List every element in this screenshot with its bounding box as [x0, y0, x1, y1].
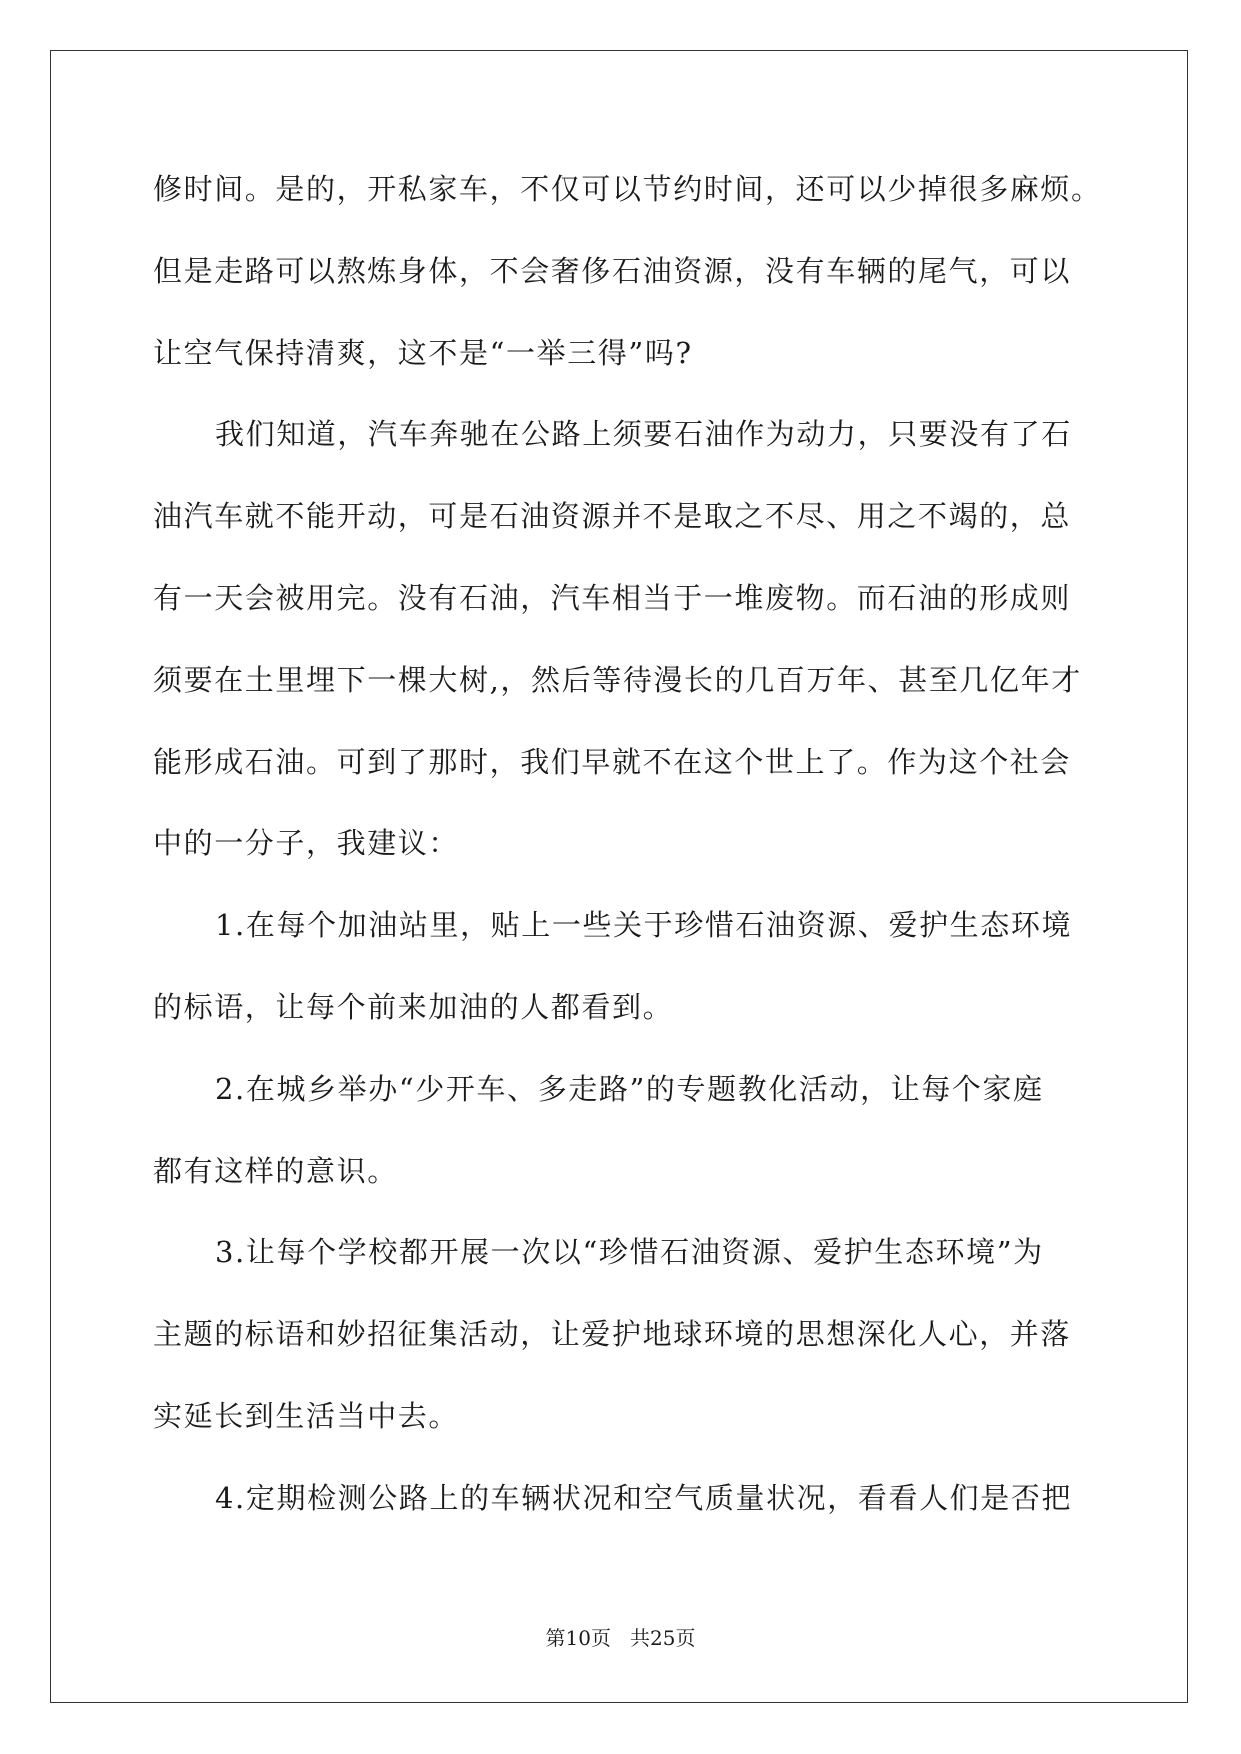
- body-line: 中的一分子，我建议：: [153, 826, 460, 861]
- body-line: 油汽车就不能开动，可是石油资源并不是取之不尽、用之不竭的，总: [153, 499, 1072, 534]
- body-line: 我们知道，汽车奔驰在公路上须要石油作为动力，只要没有了石: [215, 417, 1072, 452]
- list-item-line: 3.让每个学校都开展一次以“珍惜石油资源、爱护生态环境”为: [215, 1235, 1044, 1270]
- body-line: 能形成石油。可到了那时，我们早就不在这个世上了。作为这个社会: [153, 744, 1072, 779]
- body-line: 实延长到生活当中去。: [153, 1398, 460, 1433]
- body-line: 主题的标语和妙招征集活动，让爱护地球环境的思想深化人心，并落: [153, 1317, 1072, 1352]
- body-line: 须要在土里埋下一棵大树,，然后等待漫长的几百万年、甚至几亿年才: [153, 662, 1082, 697]
- body-line: 但是走路可以熬炼身体，不会奢侈石油资源，没有车辆的尾气，可以: [153, 253, 1072, 288]
- body-line: 有一天会被用完。没有石油，汽车相当于一堆废物。而石油的形成则: [153, 580, 1072, 615]
- body-line: 修时间。是的，开私家车，不仅可以节约时间，还可以少掉很多麻烦。: [153, 172, 1102, 206]
- body-line: 都有这样的意识。: [153, 1153, 398, 1188]
- body-line: 让空气保持清爽，这不是“一举三得”吗?: [153, 335, 693, 370]
- body-line: 的标语，让每个前来加油的人都看到。: [153, 989, 674, 1024]
- list-item-line: 1.在每个加油站里，贴上一些关于珍惜石油资源、爱护生态环境: [215, 908, 1073, 943]
- list-item-line: 2.在城乡举办“少开车、多走路”的专题教化活动，让每个家庭: [215, 1071, 1044, 1106]
- page-footer: 第10页 共25页: [545, 1626, 696, 1650]
- body-text: [153, 149, 1163, 1540]
- list-item-line: 4.定期检测公路上的车辆状况和空气质量状况，看看人们是否把: [215, 1480, 1073, 1515]
